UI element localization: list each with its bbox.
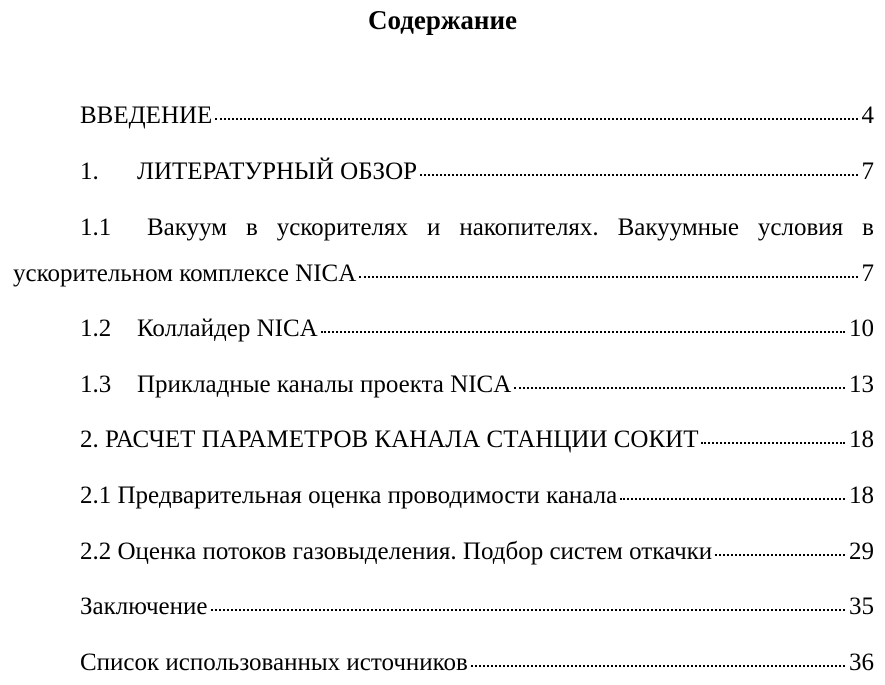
toc-entry-text: Список использованных источников: [80, 649, 468, 676]
dot-leader: [215, 98, 857, 120]
toc-entry-text: Заключение: [80, 593, 208, 620]
toc-entry-applied-channels[interactable]: [80, 370, 874, 400]
toc-word: ускорителях: [276, 214, 409, 241]
dot-leader: [420, 154, 857, 176]
dot-leader: [211, 589, 846, 611]
toc-entry-introduction[interactable]: [80, 101, 874, 131]
toc-word: и: [426, 214, 441, 241]
toc-entry-text: ЛИТЕРАТУРНЫЙ ОБЗОР: [137, 158, 418, 185]
toc-entry-vacuum-line1[interactable]: [80, 213, 874, 243]
toc-page-number: 35: [849, 593, 874, 620]
toc-page-number: 7: [861, 158, 874, 185]
toc-entry-text: ускорительном комплексе NICA: [13, 260, 357, 287]
toc-page-number: 7: [861, 260, 874, 287]
toc-page-number: 4: [861, 102, 874, 129]
toc-entry-number: 1.: [80, 158, 99, 185]
toc-word: Вакуум: [146, 214, 227, 241]
toc-entry-text: Коллайдер NICA: [137, 315, 318, 342]
toc-word: в: [862, 214, 874, 241]
toc-page-number: 18: [849, 482, 874, 509]
dot-leader: [471, 645, 845, 667]
toc-page-number: 13: [849, 371, 874, 398]
toc-entry-references[interactable]: [80, 648, 874, 678]
dot-leader: [701, 422, 845, 444]
toc-entry-number: 1.2: [80, 315, 112, 342]
dot-leader: [321, 311, 845, 333]
dot-leader: [514, 367, 845, 389]
toc-entry-conductance[interactable]: [80, 481, 874, 511]
toc-page-number: 10: [849, 315, 874, 342]
toc-entry-literature-review[interactable]: [80, 157, 874, 187]
toc-word: условия: [757, 214, 844, 241]
toc-entry-vacuum-line2[interactable]: [13, 259, 874, 289]
toc-entry-gas-flows[interactable]: [80, 537, 874, 567]
toc-entry-channel-calculation[interactable]: [80, 425, 874, 455]
toc-word: в: [245, 214, 258, 241]
toc-entry-text: 2. РАСЧЕТ ПАРАМЕТРОВ КАНАЛА СТАНЦИИ СОКИТ: [80, 426, 699, 453]
toc-entry-text: Прикладные каналы проекта NICA: [137, 371, 512, 398]
toc-entry-conclusion[interactable]: [80, 592, 874, 622]
dot-leader: [620, 478, 845, 500]
toc-page-number: 36: [849, 649, 874, 676]
dot-leader: [715, 534, 845, 556]
toc-page-number: 29: [849, 538, 874, 565]
toc-entry-number: 1.1: [80, 214, 112, 241]
toc-entry-text: 2.2 Оценка потоков газовыделения. Подбор систем откачки: [80, 538, 713, 565]
toc-entry-collider[interactable]: [80, 314, 874, 344]
toc-entry-text: 2.1 Предварительная оценка проводимости канала: [80, 482, 618, 509]
toc-page-number: 18: [849, 426, 874, 453]
toc-entry-number: 1.3: [80, 371, 112, 398]
toc-entry-text: ВВЕДЕНИЕ: [80, 102, 213, 129]
toc-word: Вакуумные: [617, 214, 739, 241]
dot-leader: [359, 256, 857, 278]
toc-title: Содержание: [367, 5, 518, 35]
toc-word: накопителях.: [459, 214, 599, 241]
